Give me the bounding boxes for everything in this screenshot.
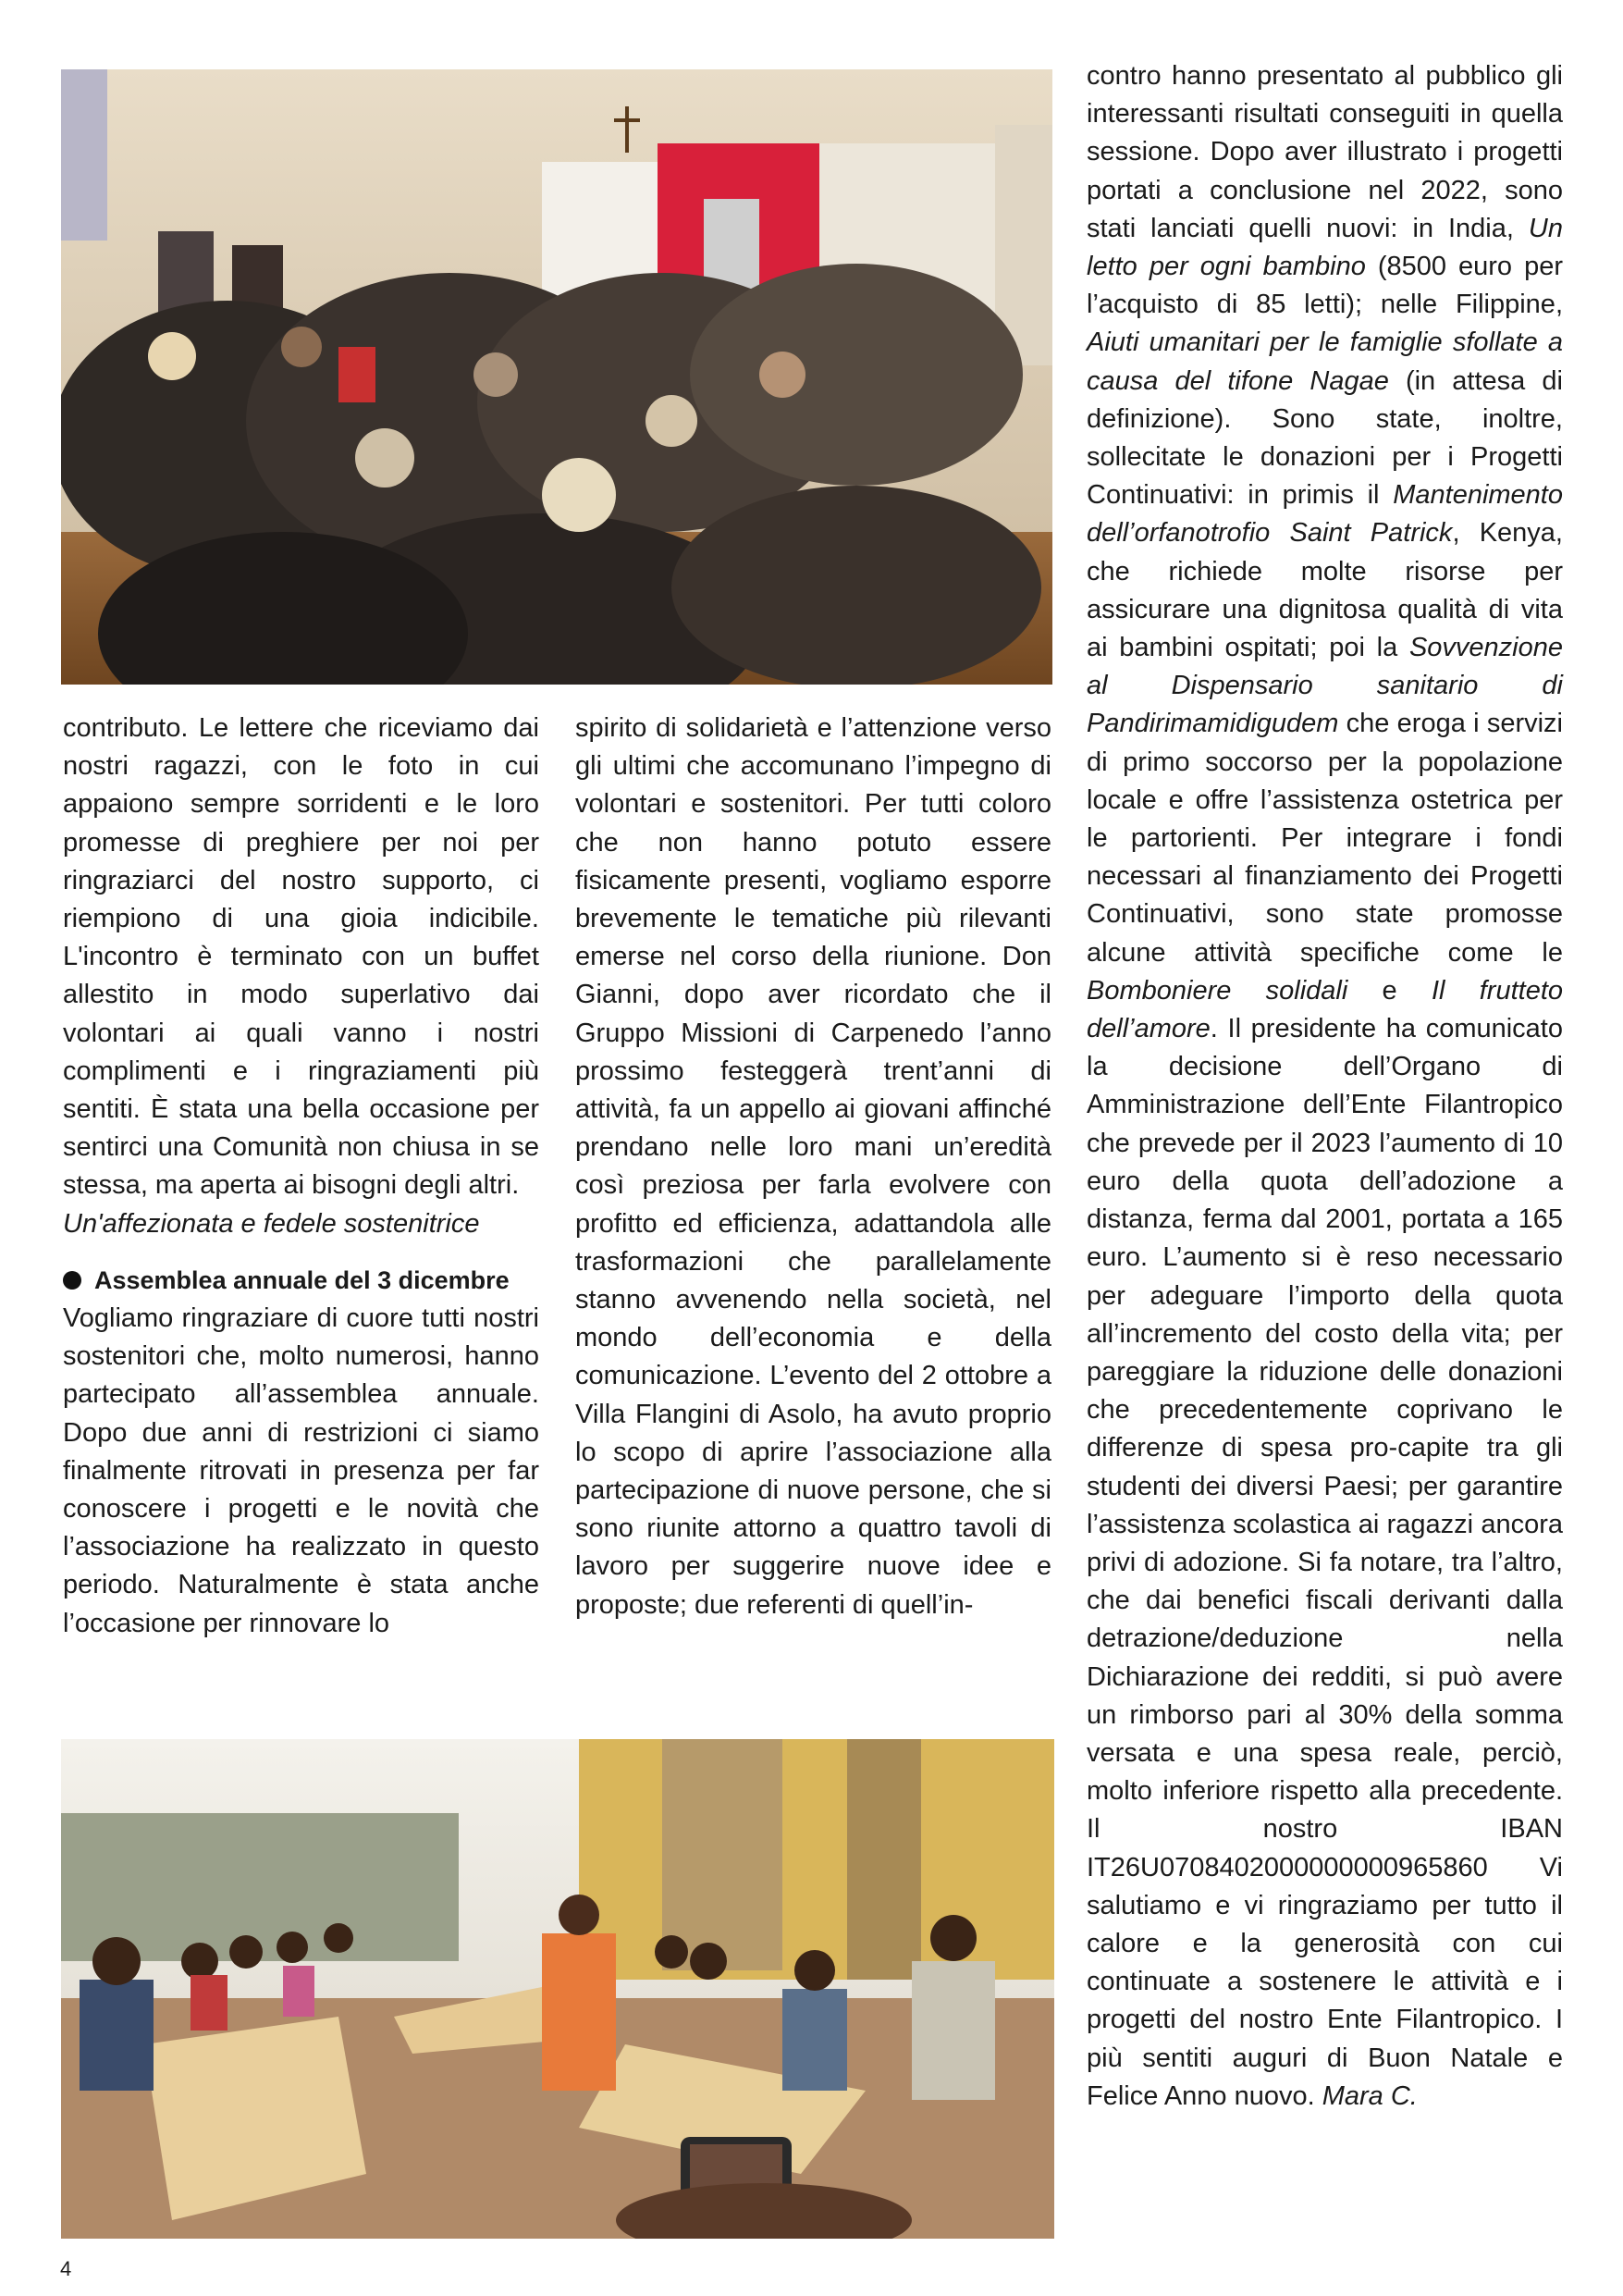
page-number: 4 bbox=[60, 2257, 72, 2280]
col1-paragraph-1: contributo. Le lettere che riceviamo dai nostri ragazzi, con le foto in cui appaiono sempre sorridenti e le loro promesse di preghiere per noi per ringraziarci del nostro supporto, ci riempiono di una gioia indicibile. L'incontro è terminato con un buffet allestito in modo superlativo dai volontari ai quali vanno i nostri complimenti e i ringraziamenti più sentiti. È stata una bella occasione per sentirci una Comunità non chiusa in se stessa, ma aperta ai bisogni degli altri. bbox=[63, 713, 539, 1201]
signature: Un'affezionata e fedele sostenitrice bbox=[63, 1208, 480, 1239]
author: Mara C. bbox=[1322, 2080, 1418, 2111]
col1-paragraph-2: Vogliamo ringraziare di cuore tutti nostri sostenitori che, molto numerosi, hanno partecipato all’assemblea annuale. Dopo due anni di restrizioni ci siamo finalmente ritrovati in presenza per far conoscere i progetti e le novità che l’associazione ha realizzato in questo periodo. Naturalmente è stata anche l’occasione per rinnovare lo bbox=[63, 1303, 539, 1638]
children-photo-graphic bbox=[61, 1739, 1054, 2239]
column-3 bbox=[1087, 57, 1563, 2116]
col3-paragraph: contro hanno presentato al pubblico gli interessanti risultati conseguiti in quella sessione. Dopo aver illustrato i progetti portati a conclusione nel 2022, sono stati lanciati quelli nuovi: in India, Un letto per ogni bambino (8500 euro per l’acquisto di 85 letti); nelle Filippine, Aiuti umanitari per le famiglie sfollate a causa del tifone Nagae (in attesa di definizione). Sono state, inoltre, sollecitate le donazioni per i Progetti Continuativi: in primis il Mantenimento dell’orfanotrofio Saint Patrick, Kenya, che richiede molte risorse per assicurare una dignitosa qualità di vita ai bambini ospitati; poi la Sovvenzione al Dispensario sanitario di Pandirimamidigudem che eroga i servizi di primo soccorso per la popolazione locale e offre l’assistenza ostetrica per le partorienti. Per integrare i fondi necessari al finanziamento dei Progetti Continuativi, sono state promosse alcune attività specifiche come le Bomboniere solidali e Il frutteto dell’amore. Il presidente ha comunicato la decisione dell’Organo di Amministrazione dell’Ente Filantropico che prevede per il 2023 l’aumento di 10 euro della quota dell’adozione a distanza, ferma dal 2001, portata a 165 euro. L’aumento si è reso necessario per adeguare l’importo della quota all’incremento del costo della vita; per pareggiare la riduzione delle donazioni che precedentemente coprivano le differenze di spesa pro-capite tra gli studenti dei diversi Paesi; per garantire l’assistenza scolastica ai ragazzi ancora privi di adozione. Si fa notare, tra l’altro, che dai benefici fiscali derivanti dalla detrazione/deduzione nella Dichiarazione dei redditi, si può avere un rimborso pari al 30% della somma versata e una spesa reale, perciò, molto inferiore rispetto alla precedente. Il nostro IBAN IT26U0708402000000000965860 Vi salutiamo e vi ringraziamo per tutto il calore e la generosità con cui continuate a sostenere le attività e i progetti del nostro Ente Filantropico. I più sentiti auguri di Buon Natale e Felice Anno nuovo. Mara C. bbox=[1087, 61, 1564, 2111]
section-heading: Assemblea annuale del 3 dicembre bbox=[63, 1262, 539, 1300]
children-photo bbox=[61, 1739, 1054, 2239]
col2-paragraph-1: spirito di solidarietà e l’attenzione verso gli ultimi che accomunano l’impegno di volontari e sostenitori. Per tutti coloro che non hanno potuto essere fisicamente presenti, vogliamo esporre brevemente le tematiche più rilevanti emerse nel corso della riunione. Don Gianni, dopo aver ricordato che il Gruppo Missioni di Carpenedo l’anno prossimo festeggerà trent’anni di attività, fa un appello ai giovani affinché prendano nelle loro mani un’eredità così preziosa per farla evolvere con profitto ed efficienza, adattandola alle trasformazioni che parallelamente stanno avvenendo nella società, nel mondo dell’economia e della comunicazione. L’evento del 2 ottobre a Villa Flangini di Asolo, ha avuto proprio lo scopo di aprire l’associazione alla partecipazione di nuove persone, che si sono riunite attorno a quattro tavoli di lavoro per suggerire nuove idee e proposte; due referenti di quell’in- bbox=[575, 713, 1051, 1620]
assembly-photo bbox=[61, 69, 1052, 685]
bullet-icon bbox=[63, 1271, 81, 1290]
column-2 bbox=[575, 710, 1051, 1624]
column-1 bbox=[63, 710, 539, 1643]
assembly-photo-graphic bbox=[61, 69, 1052, 685]
